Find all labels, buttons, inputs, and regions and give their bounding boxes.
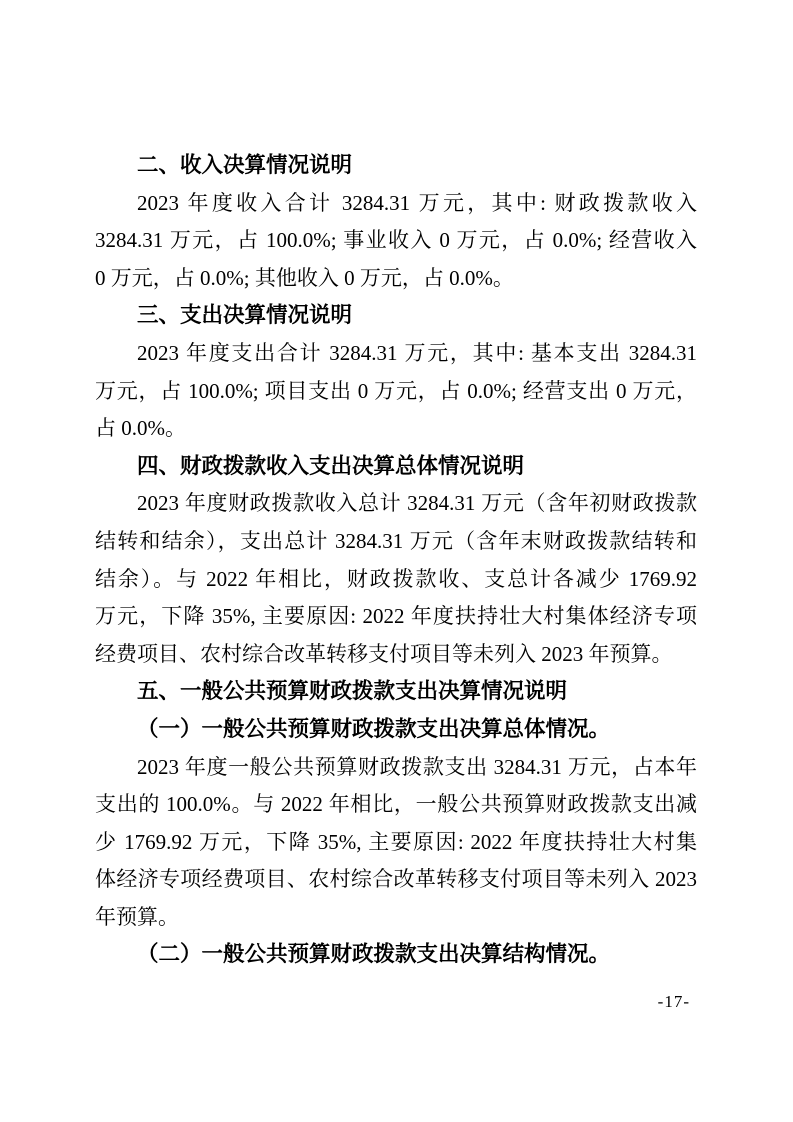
- section-heading-fiscal-overview: 四、财政拨款收入支出决算总体情况说明: [137, 453, 525, 478]
- document-body: [95, 147, 697, 974]
- general-budget-para-line-4: 体经济专项经费项目、农村综合改革转移支付项目等未列入 2023: [95, 867, 697, 892]
- general-budget-para-line-3: 少 1769.92 万元，下降 35%, 主要原因: 2022 年度扶持壮大村集: [95, 829, 697, 854]
- section-heading-income: 二、收入决算情况说明: [137, 153, 353, 177]
- section-heading-expenditure: 三、支出决算情况说明: [137, 303, 353, 328]
- expenditure-para-line-1: 2023 年度支出合计 3284.31 万元，其中: 基本支出 3284.31: [137, 340, 697, 365]
- section-heading-general-budget: 五、一般公共预算财政拨款支出决算情况说明: [137, 679, 568, 704]
- fiscal-para-line-3: 结余）。与 2022 年相比，财政拨款收、支总计各减少 1769.92: [95, 566, 697, 591]
- fiscal-para-line-2: 结转和结余），支出总计 3284.31 万元（含年末财政拨款结转和: [95, 528, 697, 553]
- subsection-heading-overall: （一）一般公共预算财政拨款支出决算总体情况。: [137, 716, 611, 741]
- page-number: -17-: [657, 992, 690, 1011]
- income-para-line-1: 2023 年度收入合计 3284.31 万元，其中: 财政拨款收入: [137, 190, 697, 215]
- fiscal-para-line-5: 经费项目、农村综合改革转移支付项目等未列入 2023 年预算。: [95, 641, 673, 666]
- fiscal-para-line-4: 万元，下降 35%, 主要原因: 2022 年度扶持壮大村集体经济专项: [95, 604, 697, 629]
- general-budget-para-line-2: 支出的 100.0%。与 2022 年相比，一般公共预算财政拨款支出减: [95, 792, 697, 817]
- fiscal-para-line-1: 2023 年度财政拨款收入总计 3284.31 万元（含年初财政拨款: [137, 491, 697, 516]
- income-para-line-3: 0 万元，占 0.0%; 其他收入 0 万元，占 0.0%。: [95, 265, 514, 290]
- income-para-line-2: 3284.31 万元，占 100.0%; 事业收入 0 万元，占 0.0%; 经营收入: [95, 228, 697, 253]
- general-budget-para-line-5: 年预算。: [95, 904, 179, 929]
- expenditure-para-line-2: 万元，占 100.0%; 项目支出 0 万元，占 0.0%; 经营支出 0 万元，: [95, 378, 697, 403]
- general-budget-para-line-1: 2023 年度一般公共预算财政拨款支出 3284.31 万元，占本年: [137, 754, 697, 779]
- subsection-heading-structure: （二）一般公共预算财政拨款支出决算结构情况。: [137, 942, 611, 967]
- expenditure-para-line-3: 占 0.0%。: [95, 416, 186, 441]
